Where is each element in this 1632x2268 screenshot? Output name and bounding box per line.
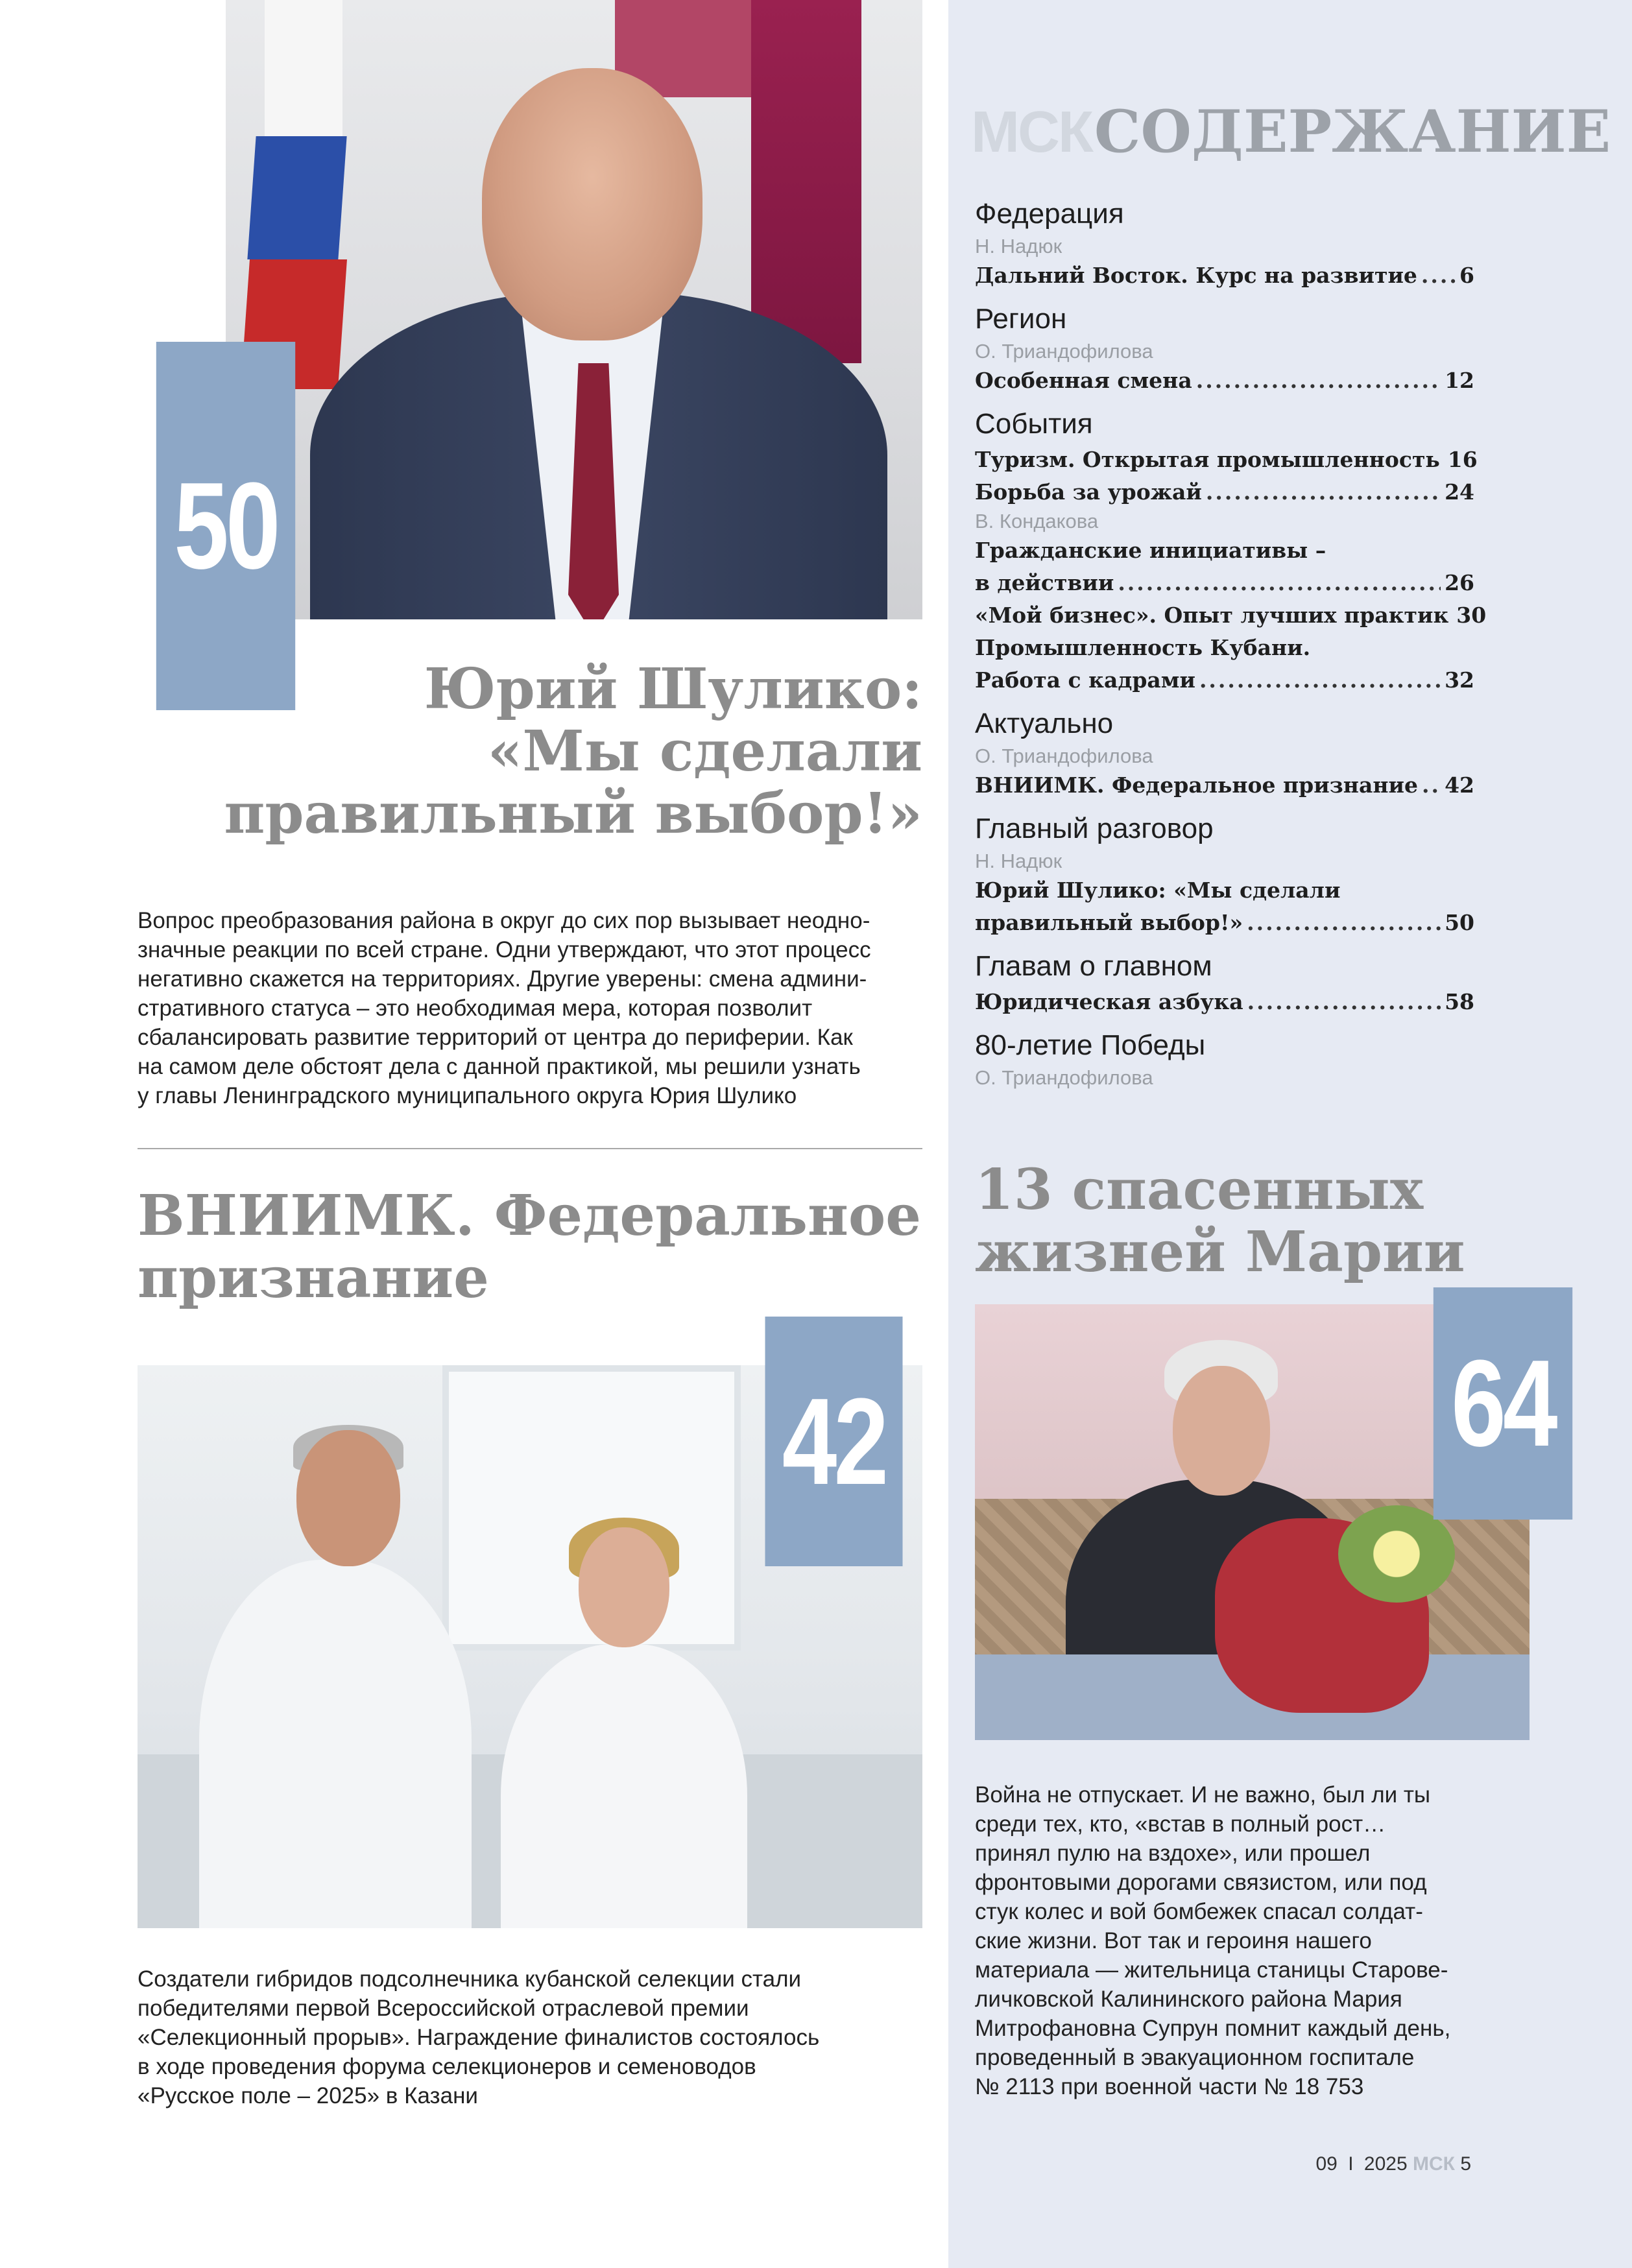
page-number-box: 42 <box>765 1317 903 1566</box>
toc-section: Главам о главном <box>975 950 1212 982</box>
toc-section: 80-летие Победы <box>975 1029 1206 1061</box>
toc-entry-line[interactable]: Промышленность Кубани. <box>975 635 1311 660</box>
headline-maria: 13 спасенных жизней Марии <box>975 1157 1465 1285</box>
toc-entry-line[interactable]: Юрий Шулико: «Мы сделали <box>975 877 1341 903</box>
toc-entry[interactable]: Работа с кадрами ..... 32 <box>975 664 1474 697</box>
toc-entry[interactable]: Особенная смена ..... 12 <box>975 364 1474 397</box>
toc-author: В. Кондакова <box>975 510 1099 532</box>
page-number-box: 50 <box>156 342 295 710</box>
toc-section: Регион <box>975 303 1067 335</box>
toc-section: Актуально <box>975 708 1114 739</box>
toc-entry[interactable]: Дальний Восток. Курс на развитие ..... 6 <box>975 259 1474 292</box>
toc-entry[interactable]: Туризм. Открытая промышленность 16 <box>975 447 1478 472</box>
toc-author: Н. Надюк <box>975 850 1062 872</box>
contents-title: МСКСОДЕРЖАНИЕ <box>971 97 1611 166</box>
toc-entry[interactable]: в действии ..... 26 <box>975 567 1474 599</box>
lede-maria: Война не отпускает. И не важно, был ли ты среди тех, кто, «встав в полный рост… принял пулю на вздохе», или прошел фронтовыми дорогами связистом, или под стук колес и вой бомбежек спасал солдат- ские жизни. Вот так и героиня нашего материала — жительница станицы Старове- личковской Калининского района Мария Митрофановна Супрун помнит каждый день, проведенный в эвакуационном госпитале № 2113 при военной части № 18 753 <box>975 1782 1451 2099</box>
toc-entry[interactable]: Юридическая азбука ..... 58 <box>975 986 1474 1018</box>
page-number-box: 64 <box>1434 1287 1572 1520</box>
toc-section: Главный разговор <box>975 813 1214 844</box>
toc-entry-line[interactable]: Гражданские инициативы – <box>975 538 1326 563</box>
toc-author: О. Триандофилова <box>975 340 1153 363</box>
toc-entry[interactable]: правильный выбор!» ..... 50 <box>975 907 1474 939</box>
toc-author: О. Триандофилова <box>975 1066 1153 1089</box>
toc-entry[interactable]: Борьба за урожай ..... 24 <box>975 476 1474 508</box>
toc-section: Федерация <box>975 198 1124 230</box>
lede-shuliko: Вопрос преобразования района в округ до сих пор вызывает неодно- значные реакции по всей стране. Одни утверждают, что этот процесс негативно скажется на территориях. Другие уверены: смена админи- стративного статуса – это необходимая мера, которая позволит сбалансировать развитие территорий от центра до периферии. Как на самом деле обстоят дела с данной практикой, мы решили узнать у главы Ленинградского муниципального округа Юрия Шулико <box>138 908 871 1108</box>
table-of-contents <box>975 195 1487 1091</box>
divider <box>138 1148 922 1149</box>
toc-entry[interactable]: ВНИИМК. Федеральное признание ..... 42 <box>975 769 1474 802</box>
page-footer: 09 I 2025 МСК 5 <box>1315 2153 1471 2175</box>
toc-author: Н. Надюк <box>975 235 1062 257</box>
headline-vniimk: ВНИИМК. Федеральное признание <box>138 1183 921 1311</box>
headline-shuliko: Юрий Шулико: «Мы сделали правильный выбор!» <box>224 656 922 846</box>
lede-vniimk: Создатели гибридов подсолнечника кубанской селекции стали победителями первой Всероссийской отраслевой премии «Селекционный прорыв». Награждение финалистов состоялось в ходе проведения форума селекционеров и семеноводов «Русское поле – 2025» в Казани <box>138 1966 820 2108</box>
portrait-photo <box>226 0 922 619</box>
toc-author: О. Триандофилова <box>975 745 1153 767</box>
toc-section: События <box>975 408 1093 440</box>
toc-entry[interactable]: «Мой бизнес». Опыт лучших практик 30 <box>975 603 1487 628</box>
